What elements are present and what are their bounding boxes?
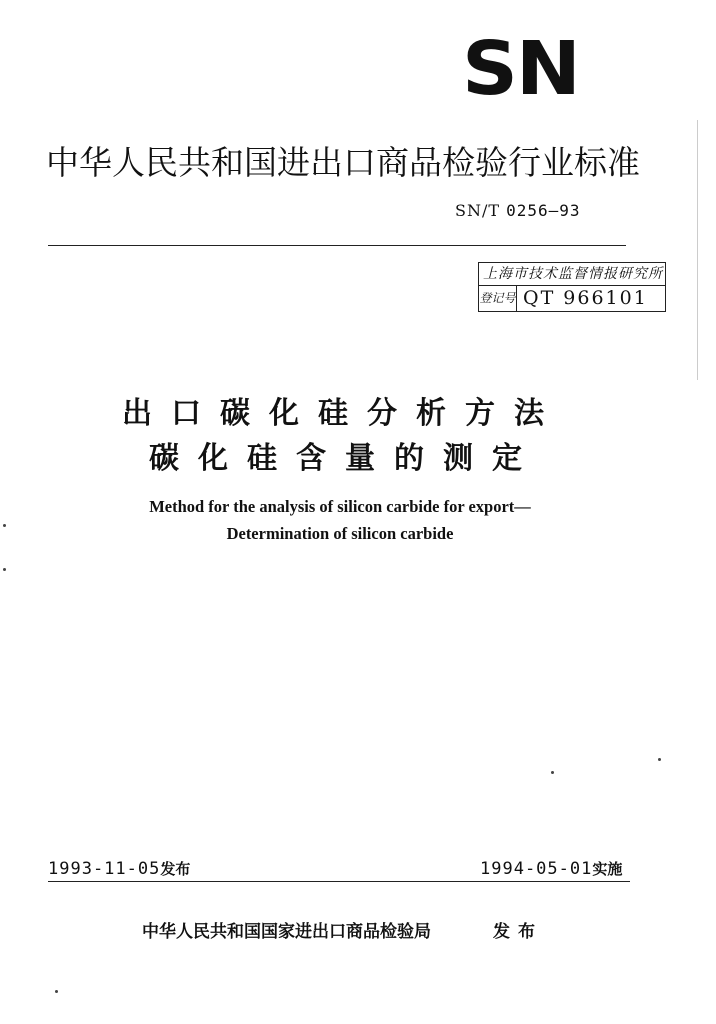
title-en-line1: Method for the analysis of silicon carbide for export—: [149, 497, 531, 516]
stamp-registration-row: [479, 286, 665, 311]
title-cn-line2: 碳化硅含量的测定: [149, 441, 541, 476]
title-cn-line1: 出口碳化硅分析方法: [122, 396, 563, 431]
issue-date-suffix: 发布: [160, 860, 191, 878]
title-en-line2: Determination of silicon carbide: [226, 524, 454, 543]
scan-speck: [3, 524, 6, 527]
stamp-reg-value: QT 966101: [523, 287, 648, 309]
issue-date: [48, 858, 190, 879]
scan-speck: [3, 568, 6, 571]
impl-date-value: 1994-05-01: [480, 859, 593, 879]
issuing-authority-title: 中华人民共和国进出口商品检验行业标准: [46, 143, 640, 182]
registration-stamp: [478, 262, 666, 312]
impl-date-suffix: 实施: [592, 860, 623, 878]
scan-speck: [55, 990, 58, 993]
scan-speck: [551, 771, 554, 774]
standard-number: 0256—93: [506, 201, 581, 220]
stamp-reg-label: 登记号: [479, 286, 517, 311]
scan-edge-line: [697, 120, 698, 380]
issue-date-value: 1993-11-05: [48, 859, 161, 879]
scan-speck: [658, 758, 661, 761]
implementation-date: [480, 858, 622, 879]
standard-code: [455, 201, 581, 220]
top-divider: [48, 245, 626, 246]
issue-word: 发布: [493, 922, 543, 942]
standard-prefix: SN/T: [455, 201, 501, 220]
stamp-institute: 上海市技术监督情报研究所: [479, 263, 665, 286]
issuing-bureau: 中华人民共和国国家进出口商品检验局: [142, 922, 431, 942]
sn-logo: SN: [462, 26, 579, 112]
bottom-divider: [48, 881, 630, 882]
